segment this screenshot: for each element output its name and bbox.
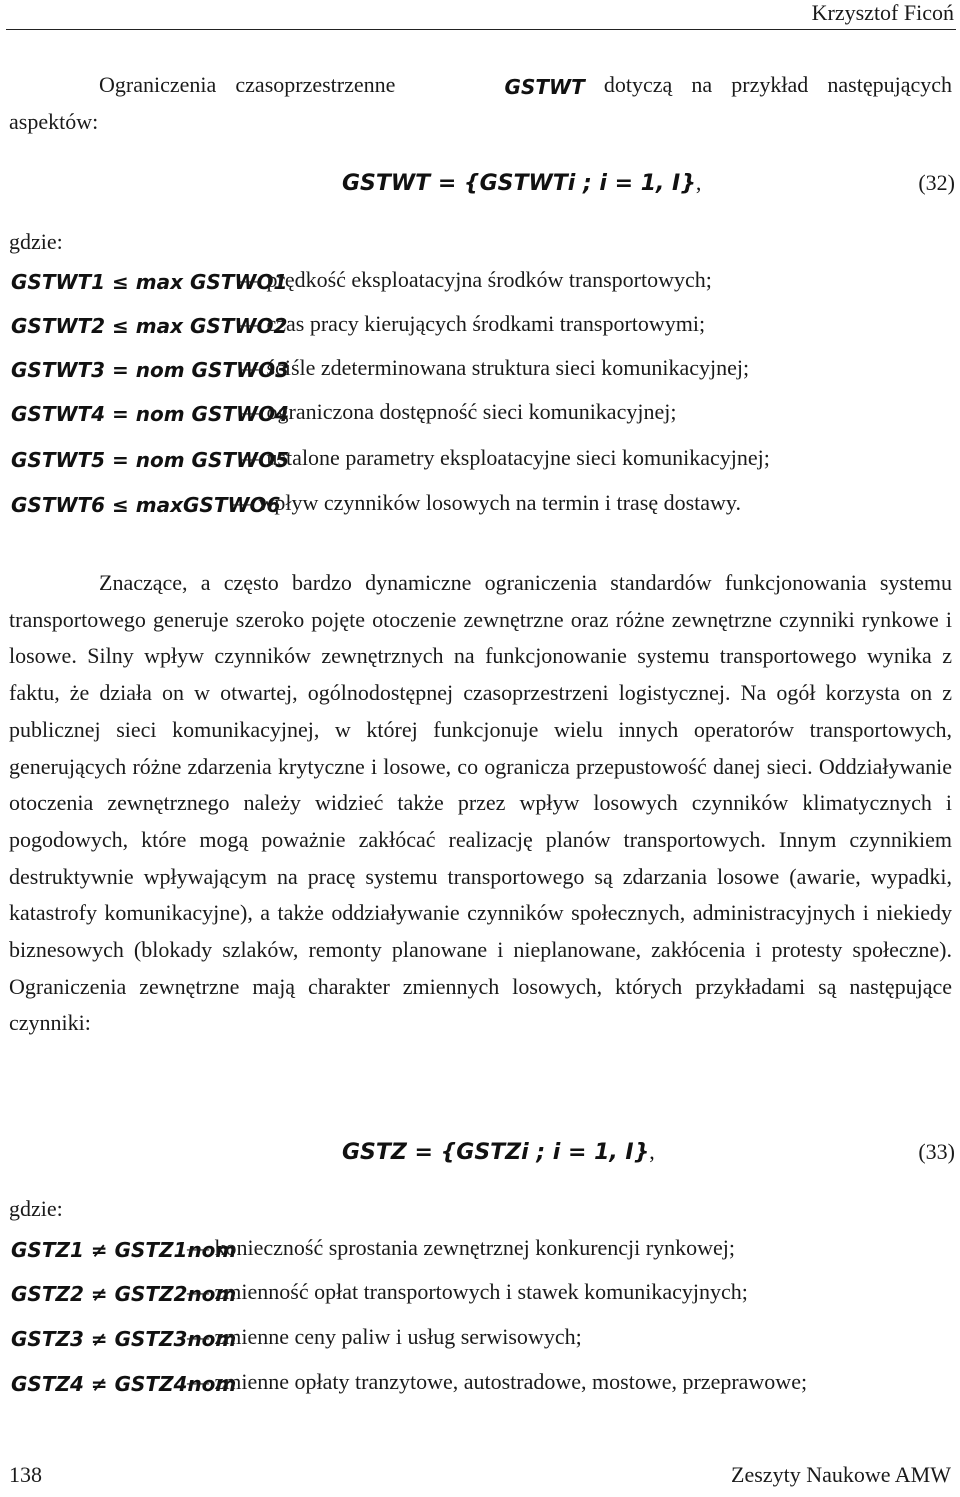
equation-32-formula: GSTWT = {GSTWTi ; i = 1, I}, [342, 170, 702, 196]
intro-text-before: Ograniczenia czasoprzestrzenne [99, 72, 415, 97]
list-item-formula: GSTWT2 ≤ max GSTWO2 [11, 314, 288, 338]
list-item-desc: — wpływ czynników losowych na termin i trasę dostawy. [231, 490, 741, 515]
equation-33-number: (33) [918, 1139, 955, 1164]
list-item-desc: — ograniczona dostępność sieci komunikacyjnej; [239, 399, 677, 424]
header-author: Krzysztof Ficoń [811, 0, 954, 25]
journal-name: Zeszyty Naukowe AMW [731, 1462, 951, 1487]
list-item-desc: — prędkość eksploatacyjna środków transportowych; [239, 267, 712, 292]
equation-32 [0, 166, 960, 206]
list-item-desc: — zmienne ceny paliw i usług serwisowych; [187, 1324, 582, 1349]
gdzie-label-2: gdzie: [9, 1196, 63, 1221]
gdzie-label-1: gdzie: [9, 229, 63, 254]
page-footer [0, 1457, 960, 1497]
list-item-desc: — ustalone parametry eksploatacyjne sieci komunikacyjnej; [239, 445, 770, 470]
list-item-desc: — czas pracy kierujących środkami transportowymi; [239, 311, 706, 336]
intro-paragraph [9, 67, 952, 140]
list-item-formula: GSTZ1 ≠ GSTZ1nom [11, 1238, 237, 1262]
page-number: 138 [9, 1462, 42, 1487]
list-item-desc: — konieczność sprostania zewnętrznej konkurencji rynkowej; [187, 1235, 735, 1260]
equation-33-formula: GSTZ = {GSTZi ; i = 1, I}, [342, 1139, 655, 1165]
list-item-formula: GSTWT1 ≤ max GSTWO1 [11, 270, 288, 294]
list-item-formula: GSTWT4 = nom GSTWO4 [11, 402, 289, 426]
equation-32-number: (32) [918, 170, 955, 195]
list-item-formula: GSTWT6 ≤ maxGSTWO6 [11, 493, 281, 517]
list-item-formula: GSTZ2 ≠ GSTZ2nom [11, 1282, 237, 1306]
intro-formula: GSTWT [504, 75, 585, 99]
list-item-desc: — zmienność opłat transportowych i stawek komunikacyjnych; [187, 1279, 748, 1304]
list-item-formula: GSTZ3 ≠ GSTZ3nom [11, 1327, 237, 1351]
list-item-formula: GSTWT3 = nom GSTWO3 [11, 358, 289, 382]
list-item-desc: — ściśle zdeterminowana struktura sieci komunikacyjnej; [239, 355, 750, 380]
header-rule [6, 29, 956, 30]
list-item-formula: GSTWT5 = nom GSTWO5 [11, 448, 289, 472]
list-item-formula: GSTZ4 ≠ GSTZ4nom [11, 1372, 237, 1396]
page-header [0, 0, 960, 32]
body-paragraph: Znaczące, a często bardzo dynamiczne ograniczenia standardów funkcjonowania systemu transportowego generuje szeroko pojęte otoczenie zewnętrzne oraz różne zewnętrzne czynniki rynkowe i losowe. Silny wpływ czynników zewnętrznych na funkcjonowanie systemu transportowego wynika z faktu, że działa on w otwartej, ogólnodostępnej czasoprzestrzeni logistycznej. Na ogół korzysta on z publicznej sieci komunikacyjnej, w której funkcjonuje wielu innych operatorów transportowych, generujących różne zdarzenia krytyczne i losowe, co ogranicza przepustowość danej sieci. Oddziaływanie otoczenia zewnętrznego należy widzieć także przez wpływ losowych czynników klimatycznych i pogodowych, które mogą poważnie zakłócać realizację planów transportowych. Innym czynnikiem destruktywnie wpływającym na pracę systemu transportowego są zdarzania losowe (awarie, wypadki, katastrofy komunikacyjne), a także oddziaływanie czynników społecznych, administracyjnych i niekiedy biznesowych (blokady szlaków, remonty planowane i nieplanowane, zakłócenia i protesty społeczne). Ograniczenia zewnętrzne mają charakter zmiennych losowych, których przykładami są następujące czynniki: [9, 570, 952, 1036]
equation-33 [0, 1135, 960, 1175]
intro-text-after: dotyczą na przykład następujących aspektów: [9, 72, 952, 134]
list-item-desc: — zmienne opłaty tranzytowe, autostradowe, mostowe, przeprawowe; [187, 1369, 808, 1394]
